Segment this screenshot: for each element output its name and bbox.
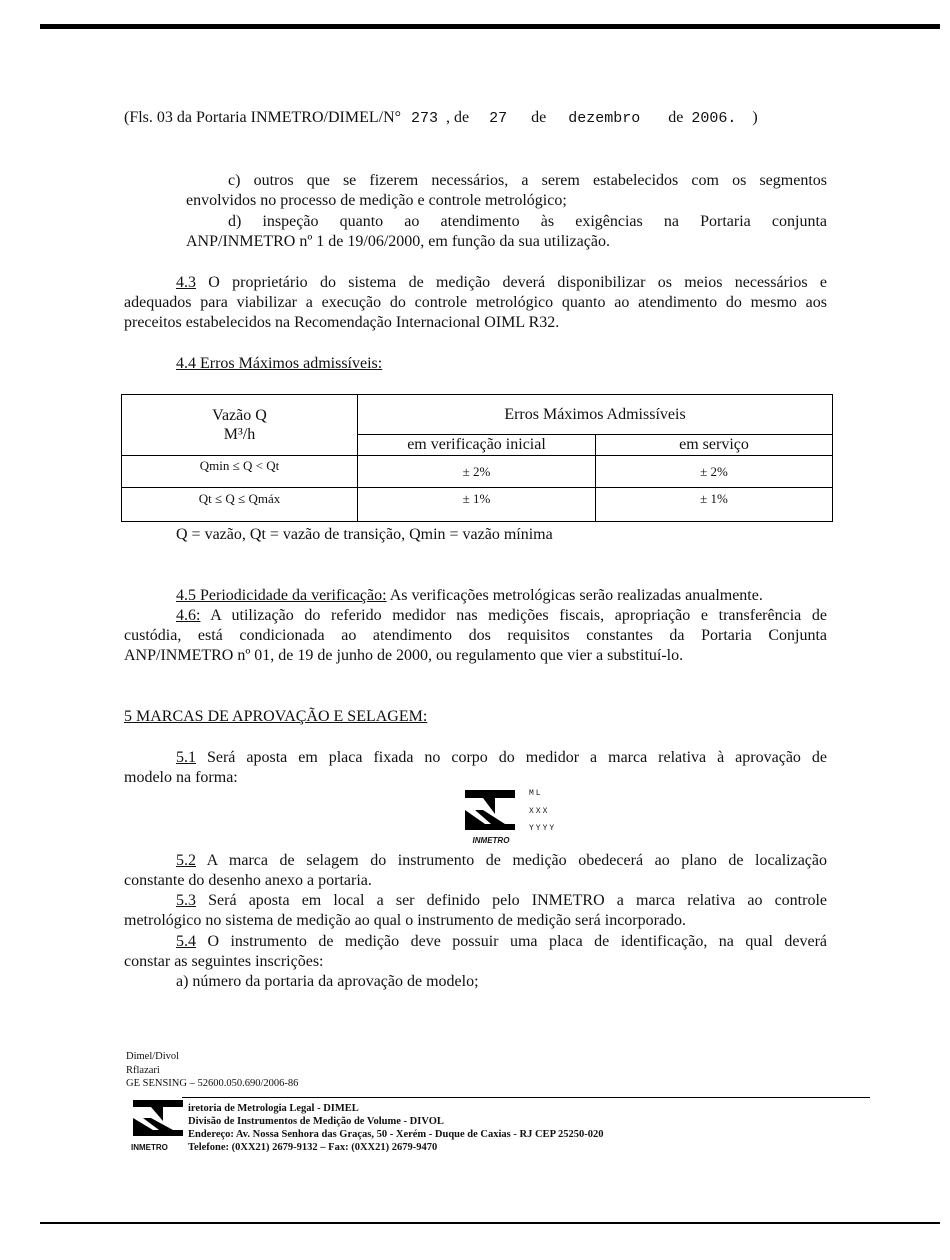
- header-prefix: (Fls. 03 da Portaria INMETRO/DIMEL/N°: [124, 109, 402, 126]
- flow-header-cell: Vazão Q M³/h: [122, 395, 358, 456]
- sec-5-1-line1: 5.1 Será aposta em placa fixada no corpo do medidor a marca relativa à aprovação de: [176, 749, 827, 766]
- initial-error-cell: ± 1%: [358, 488, 596, 522]
- header-sep: , de: [446, 109, 470, 126]
- page-header: [124, 108, 758, 129]
- sec-5-4-line1: 5.4 O instrumento de medição deve possuir uma placa de identificação, na qual deverá: [176, 933, 827, 950]
- max-errors-table: [121, 394, 833, 522]
- initial-verification-header: em verificação inicial: [358, 435, 596, 456]
- footer-ref-line2: Rflazari: [126, 1065, 160, 1076]
- sec-4-3-line1: 4.3 O proprietário do sistema de medição deverá disponibilizar os meios necessários e: [176, 274, 827, 291]
- mark-ml: ML: [529, 789, 543, 798]
- sec-5-3-line1: 5.3 Será aposta em local a ser definido pelo INMETRO a marca relativa ao controle: [176, 892, 827, 909]
- header-day: 27: [489, 110, 508, 127]
- flow-range-cell: Qmin ≤ Q < Qt: [122, 456, 358, 488]
- footer-line2: Divisão de Instrumentos de Medição de Volume - DIVOL: [188, 1116, 444, 1127]
- sec-4-6-line2: custódia, está condicionada ao atendimento dos requisitos constantes da Portaria Conjunta: [124, 627, 827, 644]
- initial-error-cell: ± 2%: [358, 456, 596, 488]
- sec-5-4-item-a: a) número da portaria da aprovação de modelo;: [176, 973, 479, 990]
- sec-4-6-line1: 4.6: A utilização do referido medidor nas medições fiscais, apropriação e transferência de: [176, 607, 827, 624]
- sec-4-6-line3: ANP/INMETRO nº 01, de 19 de junho de 2000, ou regulamento que vier a substituí-lo.: [124, 647, 684, 664]
- footer-line4: Telefone: (0XX21) 2679-9132 – Fax: (0XX21) 2679-9470: [188, 1142, 438, 1153]
- sec-4-3-number: 4.3: [176, 274, 196, 291]
- sec-5-3-line2: metrológico no sistema de medição ao qual o instrumento de medição será incorporado.: [124, 912, 687, 929]
- sec-5-2-line1: 5.2 A marca de selagem do instrumento de medição obedecerá ao plano de localização: [176, 852, 827, 869]
- sec-4-5-label: 4.5 Periodicidade da verificação:: [176, 587, 387, 604]
- mark-xxx: XXX: [529, 807, 550, 816]
- footer-rule: [182, 1097, 870, 1098]
- sec-4-3-line2: adequados para viabilizar a execução do controle metrológico quanto ao atendimento do mesmo aos: [124, 294, 827, 311]
- inmetro-logo-icon: [465, 790, 515, 838]
- footer-ref-line3: GE SENSING – 52600.050.690/2006-86: [126, 1078, 299, 1089]
- in-service-header: em serviço: [596, 435, 833, 456]
- sec-5-title: 5 MARCAS DE APROVAÇÃO E SELAGEM:: [124, 708, 428, 725]
- footer-line3: Endereço: Av. Nossa Senhora das Graças, 50 - Xerém - Duque de Caxias - RJ CEP 25250-020: [188, 1129, 604, 1140]
- item-d-line2: ANP/INMETRO nº 1 de 19/06/2000, em função da sua utilização.: [186, 233, 610, 250]
- top-rule: [40, 24, 940, 29]
- sec-4-5: 4.5 Periodicidade da verificação: As verificações metrológicas serão realizadas anualmente.: [176, 587, 763, 604]
- header-close: ): [752, 109, 758, 126]
- service-error-cell: ± 2%: [596, 456, 833, 488]
- service-error-cell: ± 1%: [596, 488, 833, 522]
- header-month: dezembro: [568, 110, 641, 127]
- flow-range-cell: Qt ≤ Q ≤ Qmáx: [122, 488, 358, 522]
- sec-4-3-line3: preceitos estabelecidos na Recomendação Internacional OIML R32.: [124, 314, 560, 331]
- max-errors-group-header: Erros Máximos Admissíveis: [358, 395, 833, 435]
- header-year: 2006.: [691, 110, 737, 127]
- sec-4-6-number: 4.6:: [176, 607, 201, 624]
- bottom-rule: [40, 1222, 940, 1224]
- header-de1: de: [531, 109, 547, 126]
- sec-5-3-number: 5.3: [176, 892, 196, 909]
- footer-logo-text: INMETRO: [131, 1143, 168, 1152]
- header-de2: de: [668, 109, 684, 126]
- sec-4-4-title: 4.4 Erros Máximos admissíveis:: [176, 355, 383, 372]
- footer-inmetro-logo-icon: [133, 1100, 183, 1142]
- sec-5-4-number: 5.4: [176, 933, 196, 950]
- sec-5-4-line2: constar as seguintes inscrições:: [124, 953, 324, 970]
- approval-logo-text: INMETRO: [472, 836, 510, 845]
- sec-5-2-line2: constante do desenho anexo a portaria.: [124, 872, 372, 889]
- sec-5-2-number: 5.2: [176, 852, 196, 869]
- sec-5-1-line2: modelo na forma:: [124, 769, 238, 786]
- table-row: [122, 456, 833, 488]
- portaria-number: 273: [411, 110, 439, 127]
- mark-yyyy: YYYY: [529, 824, 557, 833]
- item-c-line1: c) outros que se fizerem necessários, a serem estabelecidos com os segmentos: [228, 172, 827, 189]
- item-d-line1: d) inspeção quanto ao atendimento às exigências na Portaria conjunta: [228, 213, 827, 230]
- table-row: [122, 488, 833, 522]
- table-note: Q = vazão, Qt = vazão de transição, Qmin = vazão mínima: [176, 526, 553, 543]
- footer-line1: iretoria de Metrologia Legal - DIMEL: [188, 1103, 359, 1114]
- sec-5-1-number: 5.1: [176, 749, 196, 766]
- footer-ref-line1: Dimel/Divol: [126, 1051, 180, 1062]
- item-c-line2: envolvidos no processo de medição e controle metrológico;: [186, 192, 567, 209]
